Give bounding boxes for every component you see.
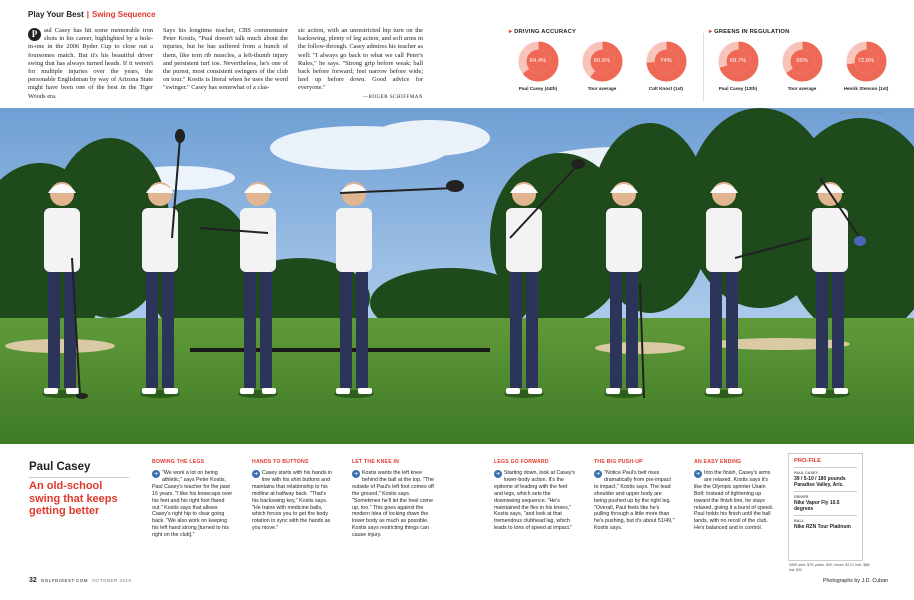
phase-title: LEGS GO FORWARD bbox=[494, 459, 549, 465]
arrow-icon: ➜ bbox=[253, 471, 259, 477]
equipment-note: NIKE shirt, $75; pants, $90; shoes, $170; belt, $88; hat, $32 bbox=[789, 563, 871, 572]
donut-chart bbox=[645, 40, 688, 83]
donut-percent: 65% bbox=[796, 58, 808, 64]
arrow-icon: ➜ bbox=[495, 471, 501, 477]
donut-item bbox=[709, 40, 767, 91]
phase-text: ➜ Kostis wants the left knee behind the ball at the top. "The outside of Paul's left foot comes off the ground," Kostis says. "Sometimes he'll let the heel come up, too." This goes against the modern idea of locking down the lower body as much as possible. Kostis says restricting things can cause injury. bbox=[352, 470, 434, 539]
arrow-icon: ➜ bbox=[695, 471, 701, 477]
stats-divider bbox=[703, 33, 704, 101]
subsection-title: Swing Sequence bbox=[91, 10, 156, 19]
donut-chart bbox=[581, 40, 624, 83]
driving-accuracy-stats bbox=[509, 29, 695, 103]
article-column-3 bbox=[298, 27, 423, 107]
drop-cap: P bbox=[28, 28, 41, 41]
donut-label: Paul Casey (44th) bbox=[518, 86, 558, 91]
donut-item bbox=[509, 40, 567, 91]
greens-donuts bbox=[709, 40, 895, 91]
donut-label: Henrik Stenson (1st) bbox=[843, 86, 889, 91]
donut-percent: 74% bbox=[660, 58, 672, 64]
phase-3 bbox=[352, 459, 434, 539]
donut-label: Tour average bbox=[787, 86, 817, 91]
donut-percent: 64.4% bbox=[529, 58, 547, 64]
donut-item bbox=[637, 40, 695, 91]
phase-2 bbox=[252, 459, 334, 532]
pro-file-box bbox=[788, 453, 863, 561]
donut-chart bbox=[781, 40, 824, 83]
article-text-2: Says his longtime teacher, CBS commentator Peter Kostis, "Paul doesn't talk much about the injuries, but he has suffered from a bunch of them, like torn rib muscles, a left-thumb injury and persistent turf toe. Nevertheless, he's one of the purest, most consistent swingers of the club on tour." Kostis is literal when he uses the word "swinger." Casey has somewhat of a clas- bbox=[163, 27, 288, 92]
donut-item bbox=[573, 40, 631, 91]
donut-label: Colt Knost (1st) bbox=[648, 86, 684, 91]
phase-5 bbox=[594, 459, 676, 532]
article-text-1: aul Casey has hit some memorable iron shots in his career, highlighted by a hole-in-one in the 2006 Ryder Cup to close out a foursomes match. But it's his beautiful driver swing that has always turned heads. If it weren't for multiple injuries over the years, the personable Englishman by way of Arizona State might have been one of the best in the Tiger Woods era. bbox=[28, 27, 153, 100]
headline: An old-school swing that keeps getting better bbox=[29, 480, 118, 517]
issue-date: OCTOBER 2016 bbox=[92, 578, 132, 583]
phase-text: ➜ "We work a lot on being athletic," says Peter Kostis, Paul Casey's teacher for the past 16 years. "I like his kneecaps over his feet and his right foot flared out." Kostis says that allows Casey's right hip to clear going back. "We also work on keeping his left hand strong [turned to his right on the club]." bbox=[152, 470, 233, 539]
greens-regulation-title: ▸ GREENS IN REGULATION bbox=[709, 29, 790, 35]
section-header: Play Your Best | Swing Sequence bbox=[28, 10, 156, 19]
phase-title: LET THE KNEE IN bbox=[352, 459, 400, 465]
profile-value: Nike RZN Tour Platinum bbox=[794, 524, 851, 530]
profile-label: DRIVER bbox=[794, 495, 809, 499]
bottom-section bbox=[0, 444, 914, 600]
arrow-icon: ➜ bbox=[353, 471, 359, 477]
article-text-3: sic action, with an unrestricted hip turn on the backswing, plenty of leg action, and soft arms in the follow-through. Casey admires his teacher as well: "I always go back to what we call Peter's Rules," he says. "Strong grip before weak; ball back before forward; feet narrow before wide; heel up before down. Good advice for everyone." bbox=[298, 27, 423, 92]
donut-chart bbox=[517, 40, 560, 83]
donut-label: Tour average bbox=[587, 86, 617, 91]
phase-text: ➜ Starting down, look at Casey's lower-body action. It's the epitome of leading with the feet and legs, which sets the downswing sequence. "He's maintained the flex in his knees," Kostis says, "and look at that tremendous clubhead lag, which leads to tons of speed at impact." bbox=[494, 470, 576, 532]
article-column-2 bbox=[163, 27, 288, 107]
intro-article bbox=[28, 27, 423, 107]
profile-label: BALL bbox=[794, 519, 805, 523]
profile-label: PAUL CASEY bbox=[794, 471, 819, 475]
arrow-icon: ➜ bbox=[595, 471, 601, 477]
photo-credit: Photographs by J.D. Cuban bbox=[822, 578, 888, 584]
phase-text: ➜ Casey starts with his hands in line with his shirt buttons and maintains that relationship to his midline at halfway back. "That's his backswing key," Kostis says. "He trains with medicine balls, which forces you to get the body rotation in sync with the hands as you move." bbox=[252, 470, 333, 532]
phase-text: ➜ "Notice Paul's belt rises dramatically from pre-impact to impact," Kostis says. The lead shoulder and upper body are being pushed up by the right leg. "Overall, Paul feels like he's pulling through a little more than he's pushing, but it's about 51/49," Kostis says. bbox=[594, 470, 675, 532]
donut-percent: 69.7% bbox=[729, 58, 747, 64]
source-credit: SOURCE: SHOTLINK bbox=[839, 110, 884, 115]
profile-value: 39 / 5-10 / 180 pounds Paradise Valley, Ariz. bbox=[794, 476, 846, 488]
greens-regulation-stats bbox=[709, 29, 895, 103]
driving-accuracy-title: ▸ DRIVING ACCURACY bbox=[509, 29, 577, 35]
page-number: 32 bbox=[29, 577, 37, 584]
arrow-icon: ➜ bbox=[153, 471, 159, 477]
phase-text: ➜ Into the finish, Casey's arms are relaxed. Kostis says it's like the Olympic sprinter Usain Bolt: Instead of tightening up toward the finish line, he stays relaxed, giving it a burst of speed. Paul holds his finish until the ball lands, with no recoil of the club. He's balanced and in control. bbox=[694, 470, 774, 532]
phase-1 bbox=[152, 459, 234, 539]
phase-title: BOWING THE LEGS bbox=[152, 459, 205, 465]
article-column-1 bbox=[28, 27, 153, 107]
donut-chart bbox=[717, 40, 760, 83]
phase-title: AN EASY ENDING bbox=[694, 459, 742, 465]
profile-value: Nike Vapor Fly 10.5 degrees bbox=[794, 500, 840, 512]
byline: —ROGER SCHIFFMAN bbox=[363, 94, 423, 100]
swing-sequence-photo bbox=[0, 108, 914, 444]
donut-item bbox=[773, 40, 831, 91]
page-footer bbox=[29, 577, 132, 584]
name-divider bbox=[29, 477, 129, 478]
player-name: Paul Casey bbox=[29, 461, 91, 473]
phase-4 bbox=[494, 459, 576, 532]
phase-title: THE BIG PUSH-UP bbox=[594, 459, 643, 465]
magazine-url: GOLFDIGEST.COM bbox=[40, 578, 89, 583]
donut-item bbox=[837, 40, 895, 91]
section-title: Play Your Best bbox=[28, 10, 84, 19]
donut-label: Paul Casey (13th) bbox=[718, 86, 758, 91]
donut-percent: 60.5% bbox=[593, 58, 611, 64]
phase-6 bbox=[694, 459, 776, 532]
donut-percent: 72.6% bbox=[857, 58, 875, 64]
driving-donuts bbox=[509, 40, 695, 91]
profile-title: PRO-FILE bbox=[794, 458, 822, 464]
phase-title: HANDS TO BUTTONS bbox=[252, 459, 309, 465]
donut-chart bbox=[845, 40, 888, 83]
